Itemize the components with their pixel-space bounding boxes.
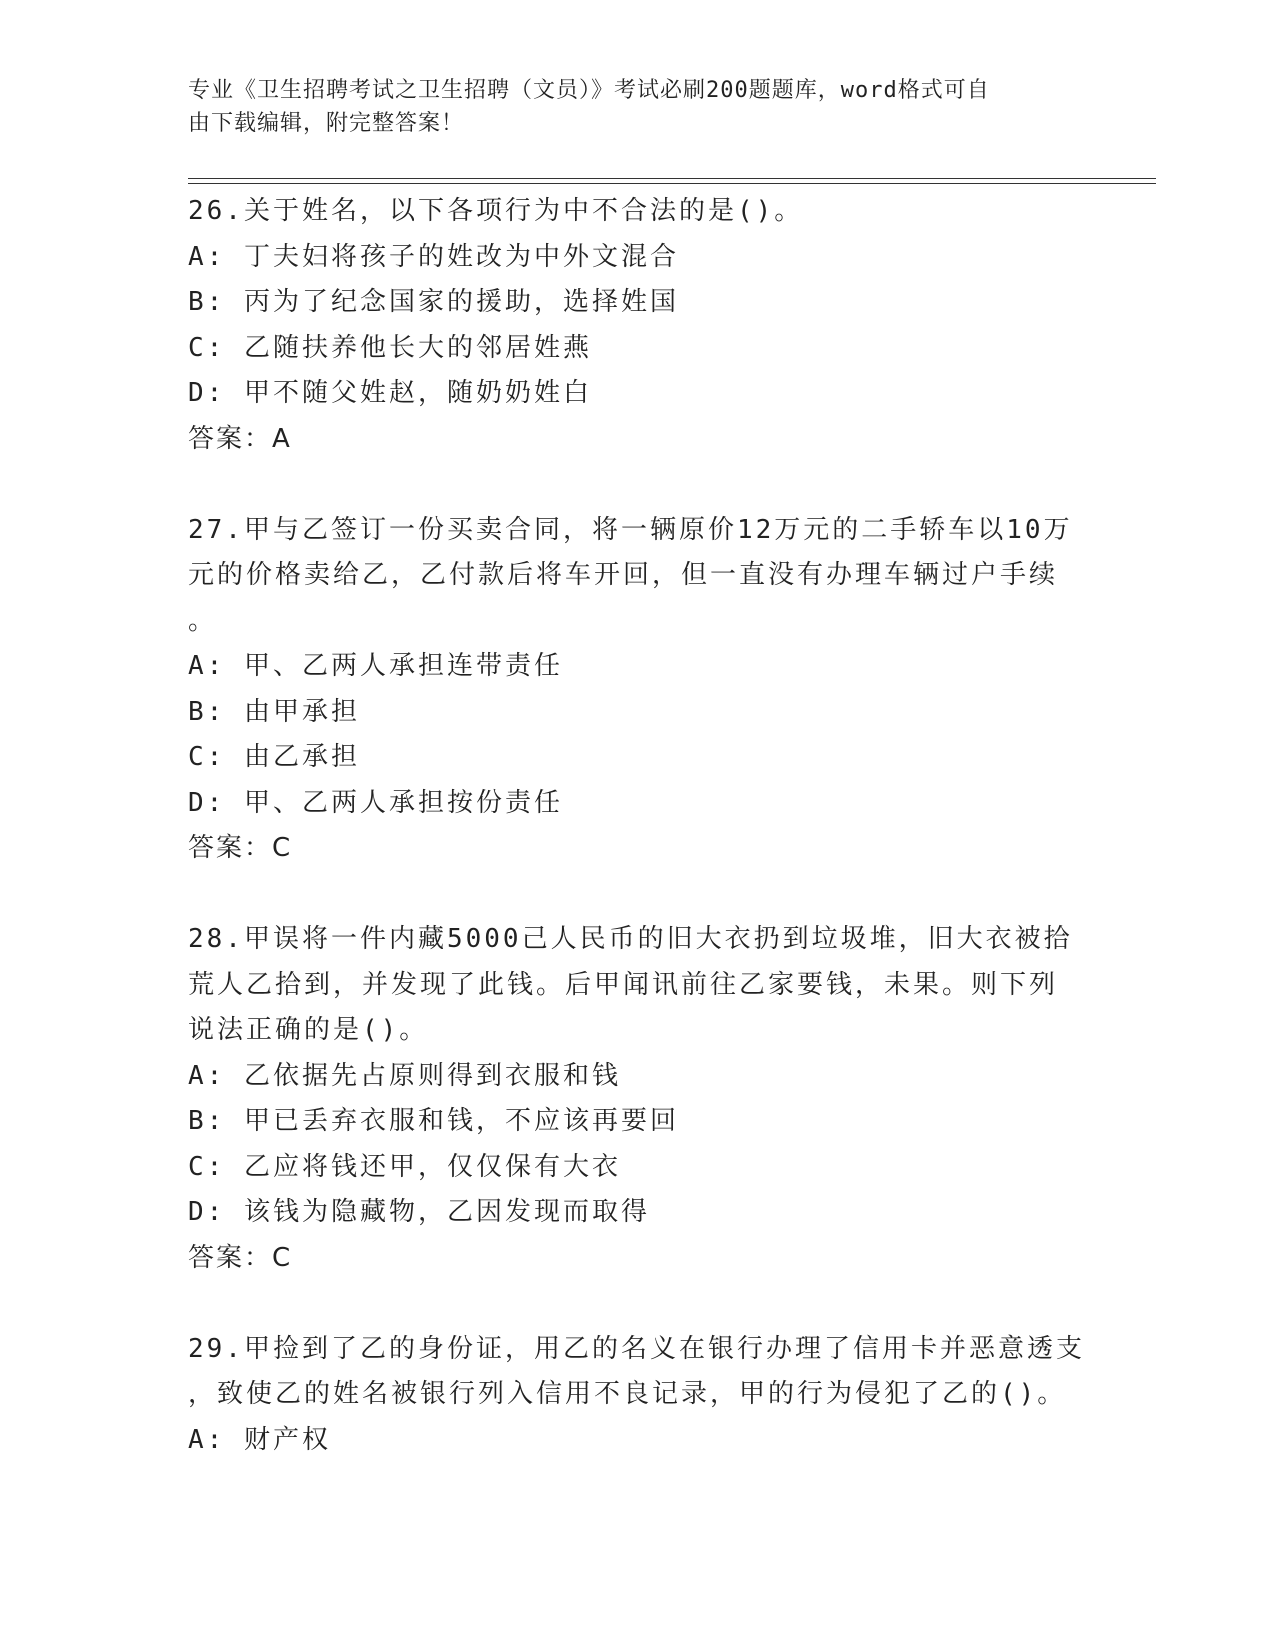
option-a: A: 甲、乙两人承担连带责任 [188, 651, 563, 681]
option-d: D: 甲、乙两人承担按份责任 [188, 787, 563, 818]
option-c: C: 由乙承担 [188, 742, 360, 772]
option-c: C: 乙随扶养他长大的邻居姓燕 [188, 332, 592, 363]
question-spacer [188, 1281, 1088, 1327]
header-divider-top [188, 178, 1156, 179]
question-stem-line: 。 [188, 605, 218, 636]
question-stem-line: 28.甲误将一件内藏5000己人民币的旧大衣扔到垃圾堆，旧大衣被拾 [188, 924, 1073, 954]
header-line-2: 由下载编辑，附完整答案！ [188, 111, 465, 136]
header-divider-bottom [188, 183, 1156, 184]
question-29 [188, 1327, 1088, 1464]
question-stem-line: 元的价格卖给乙，乙付款后将车开回，但一直没有办理车辆过户手续 [188, 560, 1059, 590]
question-spacer [188, 462, 1088, 508]
question-26 [188, 189, 1088, 462]
option-b: B: 丙为了纪念国家的援助，选择姓国 [188, 287, 679, 317]
option-b: B: 由甲承担 [188, 696, 360, 727]
option-a: A: 乙依据先占原则得到衣服和钱 [188, 1060, 621, 1091]
question-27 [188, 508, 1088, 872]
answer-line: 答案：C [188, 1242, 293, 1273]
question-stem-line: 说法正确的是()。 [188, 1015, 429, 1045]
option-a: A: 财产权 [188, 1424, 331, 1455]
document-header [188, 74, 1068, 140]
header-line-1: 专业《卫生招聘考试之卫生招聘（文员）》考试必刷200题题库，word格式可自 [188, 78, 990, 103]
question-spacer [188, 872, 1088, 918]
answer-line: 答案：C [188, 833, 293, 863]
answer-line: 答案：A [188, 423, 292, 454]
question-stem-line: 27.甲与乙签订一份买卖合同，将一辆原价12万元的二手轿车以10万 [188, 514, 1073, 545]
option-c: C: 乙应将钱还甲，仅仅保有大衣 [188, 1151, 621, 1182]
question-stem-line: 荒人乙拾到，并发现了此钱。后甲闻讯前往乙家要钱，未果。则下列 [188, 969, 1059, 1000]
option-d: D: 该钱为隐藏物，乙因发现而取得 [188, 1197, 650, 1227]
question-stem-line: 29.甲捡到了乙的身份证，用乙的名义在银行办理了信用卡并恶意透支 [188, 1333, 1085, 1364]
question-28 [188, 917, 1088, 1281]
question-stem-line: 26.关于姓名，以下各项行为中不合法的是()。 [188, 196, 804, 226]
question-list [188, 189, 1088, 1463]
question-stem-line: ，致使乙的姓名被银行列入信用不良记录，甲的行为侵犯了乙的()。 [188, 1379, 1067, 1409]
option-a: A: 丁夫妇将孩子的姓改为中外文混合 [188, 241, 679, 272]
option-b: B: 甲已丢弃衣服和钱，不应该再要回 [188, 1106, 679, 1136]
option-d: D: 甲不随父姓赵，随奶奶姓白 [188, 378, 592, 408]
